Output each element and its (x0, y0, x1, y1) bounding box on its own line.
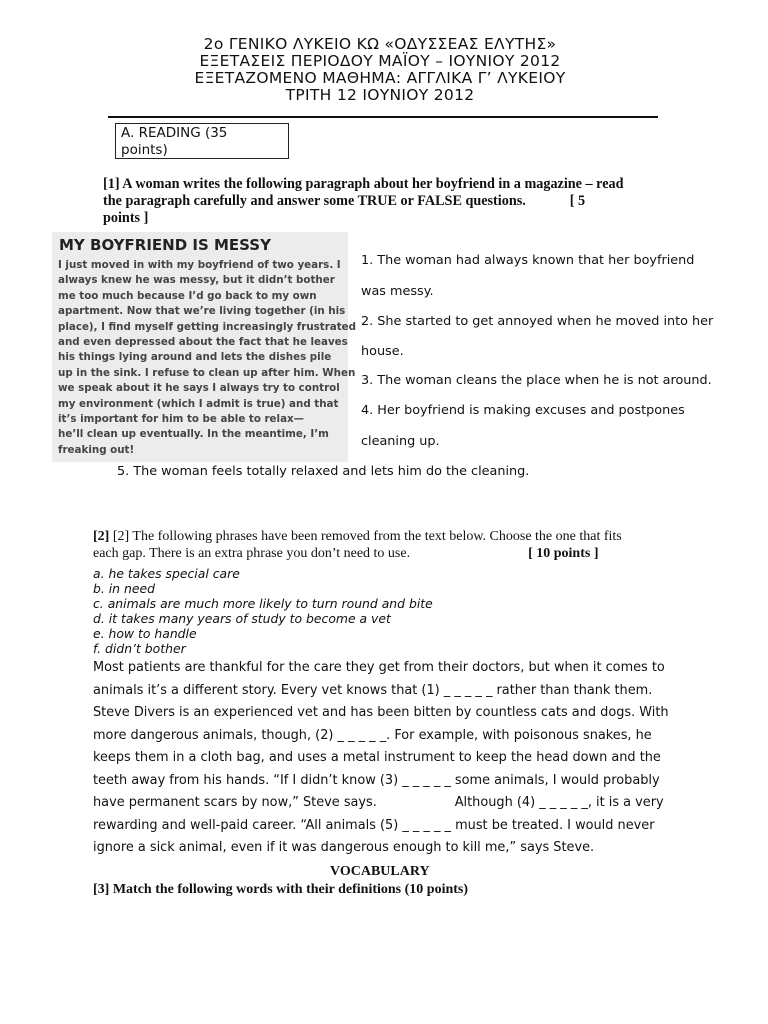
article-line: it’s important for him to be able to relax— (58, 413, 304, 426)
passage-line: keeps them in a cloth bag, and uses a metal instrument to keep the head down and the (93, 750, 661, 765)
section-a-title: A. READING (35 (121, 125, 228, 141)
q2-line-1: [2] The following phrases have been removed from the text below. Choose the one that fits (112, 529, 622, 544)
q1-line-1: [1] A woman writes the following paragraph about her boyfriend in a magazine – read (103, 176, 624, 192)
statement-2-line-2: house. (361, 344, 404, 359)
option-item: f. didn’t bother (93, 641, 186, 656)
passage-line: Most patients are thankful for the care they get from their doctors, but when it comes to (93, 660, 665, 675)
vocabulary-heading: VOCABULARY (330, 864, 430, 879)
exam-header (100, 36, 660, 104)
article-line: me too much because I’d go back to my own (58, 289, 317, 302)
school-name: 2ο ΓΕΝΙΚΟ ΛΥΚΕΙΟ ΚΩ «ΟΔΥΣΣΕΑΣ ΕΛΥΤΗΣ» (203, 35, 557, 53)
article-title: MY BOYFRIEND IS MESSY (59, 236, 271, 254)
statement-3 (361, 373, 721, 388)
passage-line: have permanent scars by now,” Steve says. Although (4) _ _ _ _ _, it is a very (93, 795, 664, 810)
article-body (58, 258, 357, 458)
article-line: we speak about it he says I always try to control (58, 382, 340, 395)
statement-1-line-2: was messy. (361, 284, 434, 299)
q1-line-2 (103, 193, 663, 210)
passage-line: rewarding and well-paid career. “All animals (5) _ _ _ _ _ must be treated. I would never (93, 817, 655, 833)
passage-line: more dangerous animals, though, (2) _ _ _ _ _. For example, with poisonous snakes, he (93, 727, 652, 743)
q2-line-2: each gap. There is an extra phrase you don’t need to use. (93, 546, 411, 561)
section-a-box (115, 123, 289, 159)
statement-2-cont (361, 344, 721, 359)
article-line: I just moved in with my boyfriend of two years. I (58, 259, 341, 271)
article-line: place), I find myself getting increasingly frustrated (58, 320, 357, 333)
article-line: apartment. Now that we’re living together (in his (58, 305, 346, 318)
section-a-points: points) (121, 142, 168, 158)
article-line: up in the sink. I refuse to clean up after him. When (58, 366, 356, 379)
article-line: my environment (which I admit is true) and that (58, 397, 339, 410)
q1-line-2-text: the paragraph carefully and answer some TRUE or FALSE questions. (103, 193, 526, 209)
article-line: always knew he was messy, but it didn’t bother (58, 274, 335, 287)
option-item: d. it takes many years of study to become a vet (93, 611, 391, 626)
statement-4-line-1: 4. Her boyfriend is making excuses and postpones (361, 403, 685, 418)
article-line: he’ll clean up eventually. In the meantime, I’m (58, 428, 329, 441)
gap-fill-passage (93, 657, 669, 860)
statement-5-line-1: 5. The woman feels totally relaxed and lets him do the cleaning. (117, 464, 530, 479)
passage-line: teeth away from his hands. “If I didn’t know (3) _ _ _ _ _ some animals, I would probably (93, 772, 660, 788)
article-line: and even depressed about the fact that he leaves (58, 336, 348, 349)
statement-4-line-2: cleaning up. (361, 434, 440, 449)
statement-4 (361, 403, 721, 418)
exam-date: ΤΡΙΤΗ 12 ΙΟΥΝΙΟΥ 2012 (285, 86, 475, 104)
option-item: c. animals are much more likely to turn round and bite (93, 596, 433, 611)
phrase-options (93, 566, 433, 656)
statement-2-line-1: 2. She started to get annoyed when he moved into her (361, 314, 714, 329)
statement-5 (117, 464, 677, 479)
question-3-instructions: [3] Match the following words with their definitions (10 points) (93, 882, 469, 897)
question-1-instructions (103, 176, 663, 227)
exam-subject: ΕΞΕΤΑΖΟΜΕΝΟ ΜΑΘΗΜΑ: ΑΓΓΛΙΚΑ Γ’ ΛΥΚΕΙΟΥ (194, 69, 566, 87)
passage-line: ignore a sick animal, even if it was dangerous enough to kill me,” says Steve. (93, 840, 595, 855)
exam-period: ΕΞΕΤΑΣΕΙΣ ΠΕΡΙΟΔΟΥ ΜΑΪΟΥ – ΙΟΥΝΙΟΥ 2012 (199, 52, 561, 70)
passage-line: animals it’s a different story. Every vet knows that (1) _ _ _ _ _ rather than thank them. (93, 682, 653, 698)
magazine-article-image (52, 232, 357, 462)
statement-1-cont (361, 284, 721, 299)
article-line: freaking out! (58, 443, 135, 456)
q1-line-3: points ] (103, 210, 149, 226)
option-item: b. in need (93, 581, 155, 596)
statement-3-line-1: 3. The woman cleans the place when he is not around. (361, 373, 712, 388)
q1-points: [ 5 (569, 193, 586, 209)
option-item: a. he takes special care (93, 566, 240, 581)
article-line: his things lying around and lets the dishes pile (58, 351, 332, 364)
passage-line: Steve Divers is an experienced vet and has been bitten by countless cats and dogs. With (93, 705, 669, 720)
statement-1 (361, 253, 721, 268)
statement-4-cont (361, 434, 721, 449)
option-item: e. how to handle (93, 626, 197, 641)
q2-points: [ 10 points ] (528, 546, 599, 561)
question-2-instructions: [2] [2] The following phrases have been removed from the text below. Choose the one that fits each gap. There is an extra phrase you don’t need to use. [ 10 points ] (93, 529, 622, 561)
header-divider (108, 116, 658, 118)
statement-2 (361, 314, 721, 329)
statement-1-line-1: 1. The woman had always known that her boyfriend (361, 253, 695, 268)
